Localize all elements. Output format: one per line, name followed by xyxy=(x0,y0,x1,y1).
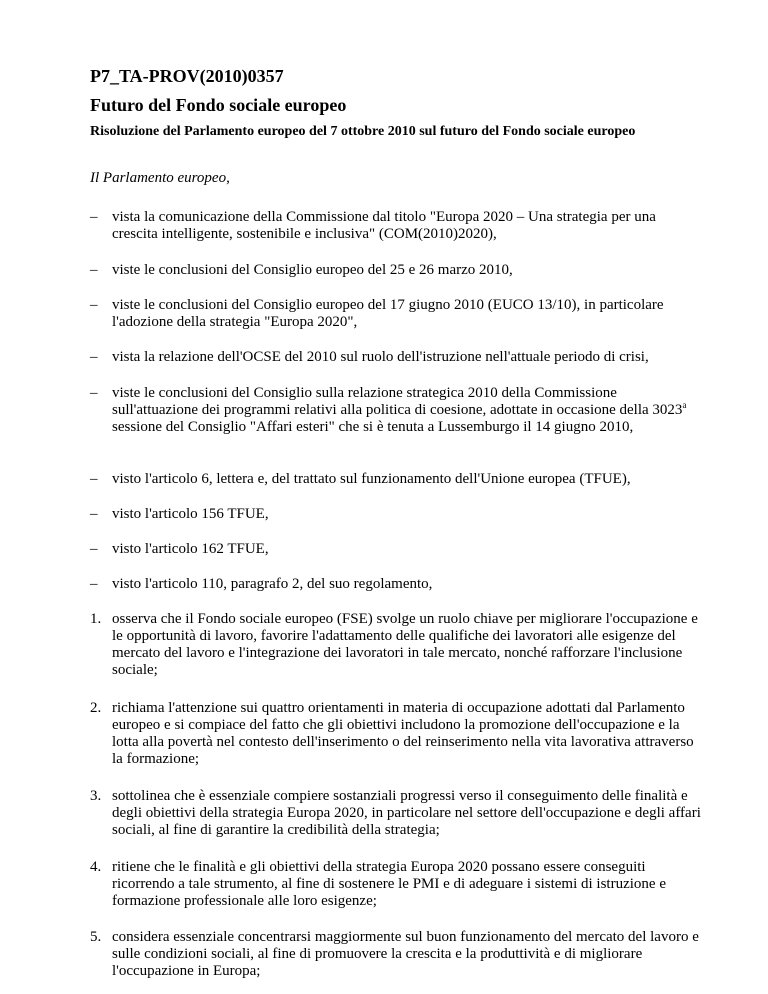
bullet-dash: – xyxy=(90,471,98,487)
bullet-dash: – xyxy=(90,576,98,592)
superscript: a xyxy=(682,400,687,410)
intro-line xyxy=(90,170,230,187)
citation-text: visto l'articolo 110, paragrafo 2, del suo regolamento, xyxy=(112,576,433,592)
citation-text: visto l'articolo 156 TFUE, xyxy=(112,506,269,522)
paragraph-text: osserva che il Fondo sociale europeo (FSE) svolge un ruolo chiave per migliorare l'occupazione e le opportunità di lavoro, favorire l'adattamento delle qualifiche dei lavoratori alle esigenze del mercato del lavoro e l'integrazione dei lavoratori in tale mercato, nonché rafforzare l'inclusione sociale; xyxy=(112,611,698,678)
document-title: Futuro del Fondo sociale europeo xyxy=(90,95,347,115)
bullet-dash: – xyxy=(90,262,98,278)
citation-text-part: sessione del Consiglio "Affari esteri" che si è tenuta a Lussemburgo il 14 giugno 2010, xyxy=(112,419,634,435)
citation-text: viste le conclusioni del Consiglio europeo del 17 giugno 2010 (EUCO 13/10), in particolare l'adozione della strategia "Europa 2020", xyxy=(112,297,664,330)
bullet-dash: – xyxy=(90,297,98,313)
citation-text: viste le conclusioni del Consiglio europeo del 25 e 26 marzo 2010, xyxy=(112,262,513,278)
paragraph-text: ritiene che le finalità e gli obiettivi della strategia Europa 2020 possano essere conseguiti ricorrendo a tale strumento, al fine di sostenere le PMI e di adeguare i sistemi di istruzione e formazione professionale alle loro esigenze; xyxy=(112,859,666,909)
citation-text: visto l'articolo 162 TFUE, xyxy=(112,541,269,557)
citation-text: vista la comunicazione della Commissione dal titolo "Europa 2020 – Una strategia per una crescita intelligente, sostenibile e inclusiva" (COM(2010)2020), xyxy=(112,209,656,242)
document-id: P7_TA-PROV(2010)0357 xyxy=(90,66,284,86)
paragraph-text: considera essenziale concentrarsi maggiormente sul buon funzionamento del mercato del lavoro e sulle condizioni sociali, al fine di promuovere la crescita e la produttività e di migliorare l'occupazione in Europa; xyxy=(112,929,699,979)
paragraph-text: sottolinea che è essenziale compiere sostanziali progressi verso il conseguimento delle finalità e degli obiettivi della strategia Europa 2020, in particolare nel settore dell'occupazione e degli affari sociali, al fine di garantire la credibilità della strategia; xyxy=(112,788,701,838)
paragraph-number: 1. xyxy=(90,611,102,627)
bullet-dash: – xyxy=(90,541,98,557)
paragraph-number: 3. xyxy=(90,788,102,804)
bullet-dash: – xyxy=(90,349,98,365)
citation-text: visto l'articolo 6, lettera e, del trattato sul funzionamento dell'Unione europea (TFUE), xyxy=(112,471,631,487)
intro-punct: , xyxy=(226,170,230,186)
bullet-dash: – xyxy=(90,209,98,225)
bullet-dash: – xyxy=(90,506,98,522)
citation-text xyxy=(112,385,702,436)
intro-text: Il Parlamento europeo xyxy=(90,170,227,186)
citation-text: vista la relazione dell'OCSE del 2010 sul ruolo dell'istruzione nell'attuale periodo di crisi, xyxy=(112,349,649,365)
paragraph-number: 4. xyxy=(90,859,102,875)
citation-text-part: viste le conclusioni del Consiglio sulla relazione strategica 2010 della Commissione sull'attuazione dei programmi relativi alla politica di coesione, adottate in occasione della 3023 xyxy=(112,385,683,418)
document-subtitle: Risoluzione del Parlamento europeo del 7 ottobre 2010 sul futuro del Fondo sociale europeo xyxy=(90,124,636,139)
paragraph-number: 5. xyxy=(90,929,102,945)
bullet-dash: – xyxy=(90,385,98,401)
paragraph-text: richiama l'attenzione sui quattro orientamenti in materia di occupazione adottati dal Parlamento europeo e si compiace del fatto che gli obiettivi includono la promozione dell'occupazione e la lotta alla povertà nel contesto dell'inserimento o del reinserimento nella vita lavorativa attraverso la formazione; xyxy=(112,700,694,767)
paragraph-number: 2. xyxy=(90,700,102,716)
